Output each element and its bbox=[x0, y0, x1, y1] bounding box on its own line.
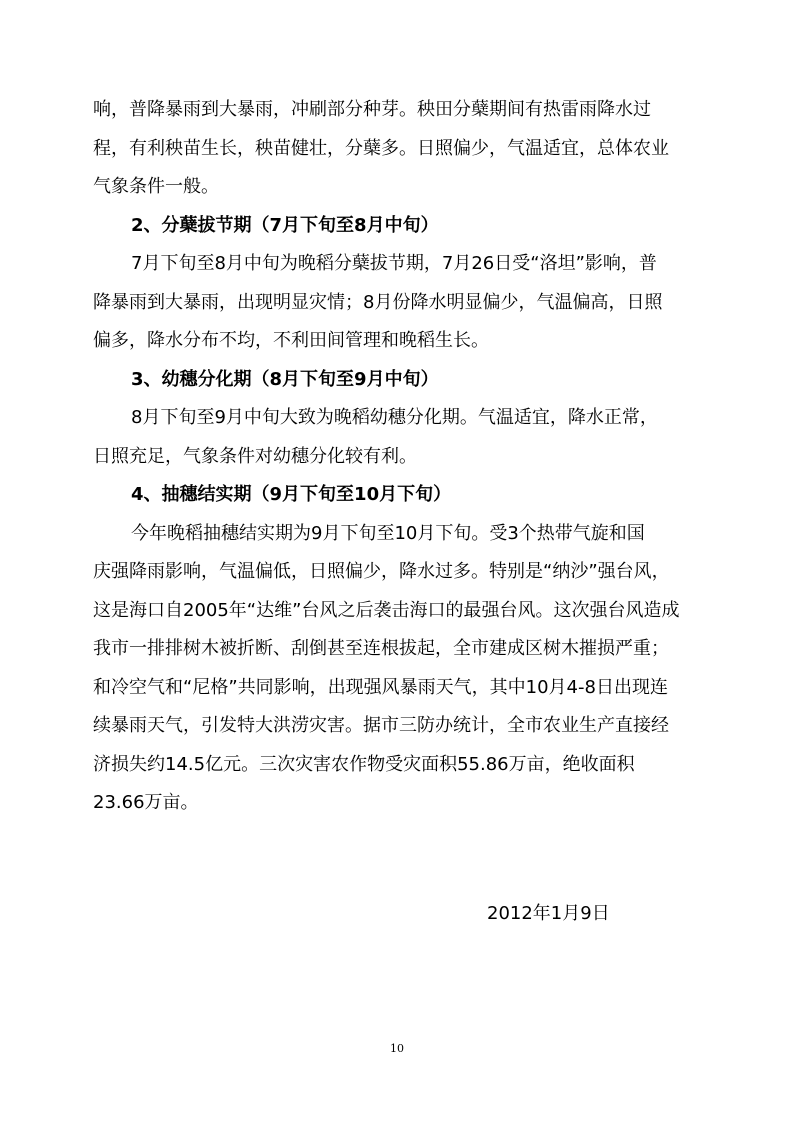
document-date: 2012年1月9日 bbox=[487, 903, 610, 924]
section-heading-heading-stage: 4、抽穗结实期（9月下旬至10月下旬） bbox=[131, 484, 452, 505]
paragraph-line: 23.66万亩。 bbox=[93, 792, 199, 813]
paragraph-line: 庆强降雨影响，气温偏低，日照偏少，降水过多。特别是“纳沙”强台风， bbox=[93, 561, 670, 582]
paragraph-line: 7月下旬至8月中旬为晚稻分蘖拔节期，7月26日受“洛坦”影响，普 bbox=[131, 253, 657, 274]
section-heading-tillering: 2、分蘖拔节期（7月下旬至8月中旬） bbox=[131, 214, 439, 236]
document-body bbox=[93, 91, 703, 823]
paragraph-line: 8月下旬至9月中旬大致为晚稻幼穗分化期。气温适宜，降水正常， bbox=[131, 407, 658, 428]
paragraph-line: 济损失约14.5亿元。三次灾害农作物受灾面积55.86万亩，绝收面积 bbox=[93, 753, 635, 775]
paragraph-line: 和冷空气和“尼格”共同影响，出现强风暴雨天气，其中10月4-8日出现连 bbox=[93, 676, 668, 698]
section-heading-panicle: 3、幼穗分化期（8月下旬至9月中旬） bbox=[131, 368, 439, 390]
paragraph-line: 今年晚稻抽穗结实期为9月下旬至10月下旬。受3个热带气旋和国 bbox=[131, 522, 645, 544]
paragraph-line: 我市一排排树木被折断、刮倒甚至连根拔起，全市建成区树木摧损严重； bbox=[93, 638, 669, 659]
paragraph-line: 偏多，降水分布不均，不利田间管理和晚稻生长。 bbox=[93, 330, 489, 351]
paragraph-line: 这是海口自2005年“达维”台风之后袭击海口的最强台风。这次强台风造成 bbox=[93, 599, 680, 621]
page-number: 10 bbox=[390, 1042, 404, 1055]
paragraph-line: 日照充足，气象条件对幼穗分化较有利。 bbox=[93, 445, 417, 467]
paragraph-line: 响，普降暴雨到大暴雨，冲刷部分种芽。秧田分蘖期间有热雷雨降水过 bbox=[93, 99, 651, 120]
paragraph-line: 降暴雨到大暴雨，出现明显灾情；8月份降水明显偏少，气温偏高，日照 bbox=[93, 291, 663, 313]
paragraph-line: 气象条件一般。 bbox=[93, 176, 219, 197]
paragraph-line: 程，有利秧苗生长，秧苗健壮，分蘖多。日照偏少，气温适宜，总体农业 bbox=[93, 137, 669, 159]
paragraph-line: 续暴雨天气，引发特大洪涝灾害。据市三防办统计，全市农业生产直接经 bbox=[93, 715, 669, 736]
